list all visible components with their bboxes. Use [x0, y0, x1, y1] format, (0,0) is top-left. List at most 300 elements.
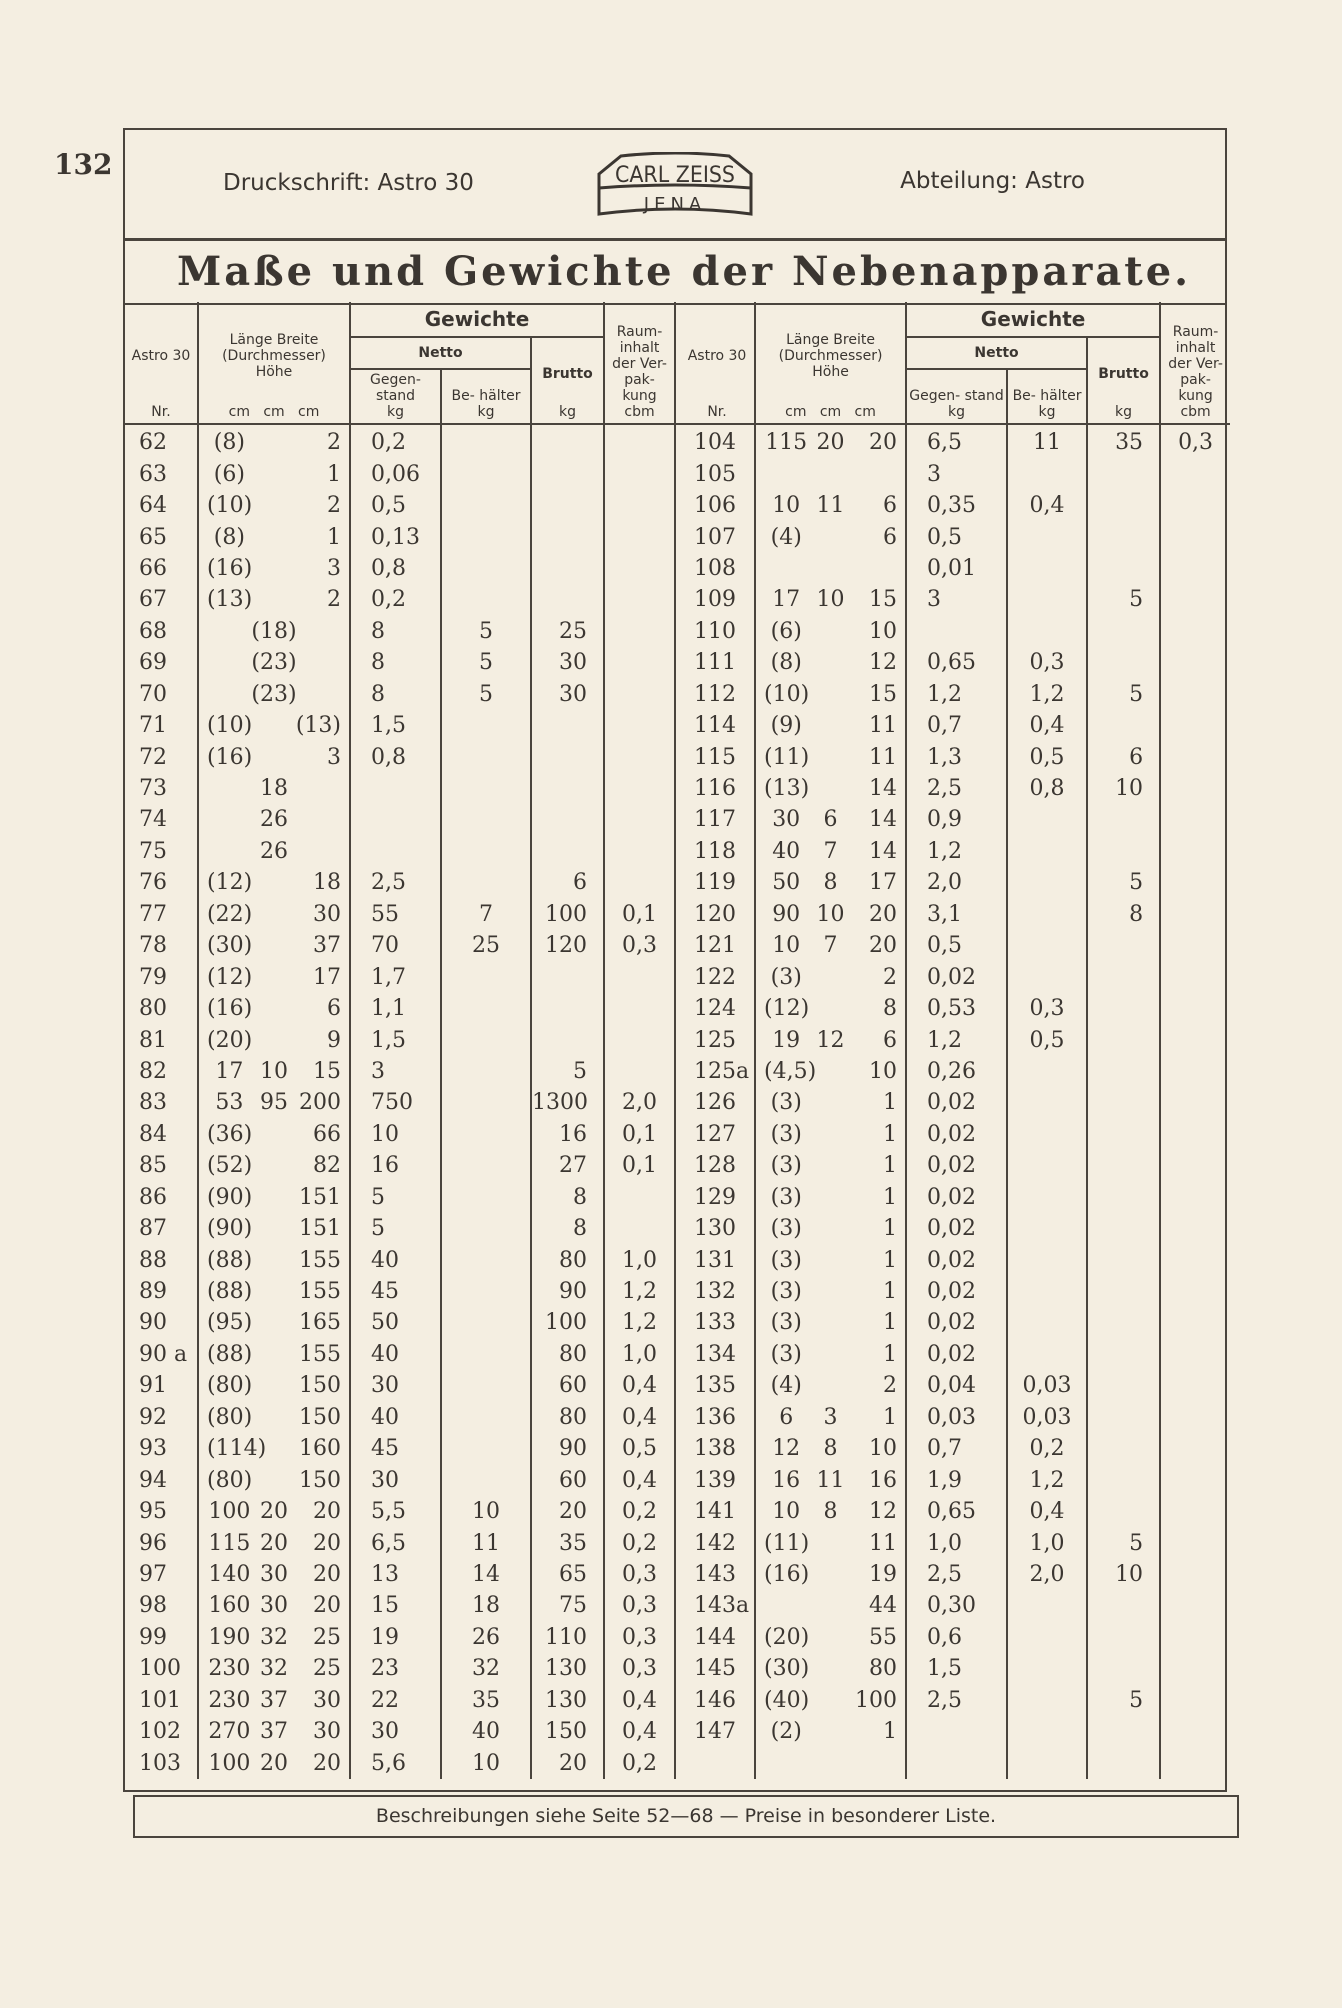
dim-value: [252, 1339, 296, 1370]
col-brutto-unit: kg: [559, 404, 577, 420]
weight-gegenstand: 10: [350, 1119, 441, 1150]
dim-value: 30: [313, 1719, 341, 1745]
item-number: 134: [694, 1341, 737, 1367]
volume-cbm: [604, 993, 675, 1024]
dim-value: 55: [869, 1624, 898, 1650]
item-number: 104: [694, 430, 737, 456]
weight-brutto: [1087, 930, 1160, 961]
dim-value: [808, 616, 852, 647]
weight-gegenstand: 2,5: [906, 773, 1007, 804]
weight-gegenstand: 55: [350, 899, 441, 930]
weight-behaelter: [441, 1276, 531, 1307]
dim-value: [808, 1150, 852, 1181]
table-row: [125, 679, 1230, 710]
dim-value: (3): [770, 1247, 802, 1273]
weight-gegenstand: 15: [350, 1590, 441, 1621]
dim-value: 12: [869, 1499, 898, 1525]
dim-value: 155: [299, 1341, 341, 1367]
weight-brutto: [531, 458, 604, 489]
weight-behaelter: [1007, 1716, 1087, 1747]
item-number: 93: [139, 1436, 167, 1462]
weight-brutto: [531, 584, 604, 615]
volume-cbm: 0,1: [604, 1119, 675, 1150]
weight-brutto: 35: [531, 1527, 604, 1558]
volume-cbm: 1,2: [604, 1307, 675, 1338]
dimensions-cell: [198, 458, 350, 489]
weight-brutto: [1087, 1213, 1160, 1244]
weight-brutto: 5: [1087, 1527, 1160, 1558]
dim-value: 32: [259, 1624, 288, 1650]
col-nr: [125, 302, 198, 424]
volume-cbm: [604, 710, 675, 741]
dim-value: 2: [883, 964, 898, 990]
weight-brutto: 1300: [531, 1087, 604, 1118]
item-number: 142: [694, 1530, 737, 1556]
volume-cbm: [1160, 899, 1230, 930]
weight-gegenstand: 40: [350, 1244, 441, 1275]
weight-gegenstand: 1,9: [906, 1464, 1007, 1495]
table-row: [125, 1244, 1230, 1275]
volume-cbm: 0,5: [604, 1433, 675, 1464]
dimensions-cell: [755, 741, 906, 772]
dim-value: (13): [764, 776, 810, 802]
dim-value: [252, 993, 296, 1024]
weight-behaelter: [1007, 1685, 1087, 1716]
weight-brutto: [531, 553, 604, 584]
dimensions-cell: [755, 584, 906, 615]
dim-value: (2): [770, 1719, 802, 1745]
dim-value: [808, 522, 852, 553]
item-number: 69: [139, 650, 167, 676]
weight-behaelter: 14: [441, 1559, 531, 1590]
volume-cbm: [1160, 1244, 1230, 1275]
weight-behaelter: [1007, 1339, 1087, 1370]
weight-gegenstand: 0,02: [906, 1339, 1007, 1370]
weight-behaelter: [1007, 961, 1087, 992]
weight-behaelter: 0,4: [1007, 490, 1087, 521]
dim-value: 11: [816, 1467, 845, 1493]
table-row: [125, 458, 1230, 489]
dimensions-cell: [198, 1119, 350, 1150]
dim-value: 160: [208, 1593, 251, 1619]
weight-behaelter: [441, 804, 531, 835]
dimensions-cell: [198, 804, 350, 835]
weight-brutto: [531, 993, 604, 1024]
dimensions-cell: [198, 930, 350, 961]
page-frame: [123, 128, 1227, 1792]
volume-cbm: 0,4: [604, 1464, 675, 1495]
weight-behaelter: [441, 424, 531, 458]
dim-value: 15: [869, 681, 898, 707]
dim-value: 230: [208, 1656, 251, 1682]
item-number: 135: [694, 1373, 737, 1399]
svg-text:JENA: JENA: [643, 194, 707, 215]
weight-behaelter: 0,03: [1007, 1370, 1087, 1401]
item-number: 88: [139, 1247, 167, 1273]
dim-value: 50: [772, 870, 801, 896]
dimensions-cell: [755, 553, 906, 584]
dim-value: (8): [770, 650, 802, 676]
weight-gegenstand: 0,2: [350, 584, 441, 615]
dim-value: 90: [772, 901, 801, 927]
dimensions-cell: [755, 930, 906, 961]
dim-value: 18: [260, 776, 288, 802]
col-raum: [1160, 302, 1230, 424]
volume-cbm: [604, 804, 675, 835]
dim-value: 151: [299, 1216, 341, 1242]
table-row: [125, 584, 1230, 615]
item-number: 125: [694, 1027, 737, 1053]
col-raum-unit: cbm: [624, 404, 655, 420]
dimensions-cell: [755, 961, 906, 992]
col-behaelter-unit: kg: [477, 404, 495, 420]
weight-behaelter: 11: [1007, 424, 1087, 458]
volume-cbm: [1160, 1590, 1230, 1621]
weight-brutto: [1087, 1056, 1160, 1087]
dimensions-cell: [198, 961, 350, 992]
weight-brutto: [1087, 647, 1160, 678]
table-row: [125, 867, 1230, 898]
dim-value: 66: [313, 1121, 341, 1147]
table-row: [125, 930, 1230, 961]
weight-gegenstand: 0,02: [906, 1150, 1007, 1181]
dim-value: [252, 1213, 296, 1244]
volume-cbm: [1160, 993, 1230, 1024]
dim-value: [252, 1025, 296, 1056]
dim-value: 20: [313, 1530, 341, 1556]
dim-value: [808, 1590, 852, 1621]
dim-value: 20: [869, 933, 898, 959]
table-row: [125, 1056, 1230, 1087]
weight-brutto: [531, 961, 604, 992]
item-number: 77: [139, 901, 167, 927]
table-row: [125, 1276, 1230, 1307]
dimensions-cell: [198, 867, 350, 898]
weight-gegenstand: [350, 773, 441, 804]
weight-gegenstand: 0,6: [906, 1622, 1007, 1653]
weight-behaelter: 2,0: [1007, 1559, 1087, 1590]
dim-value: [252, 1402, 296, 1433]
dimensions-cell: [198, 1527, 350, 1558]
weight-gegenstand: 0,02: [906, 1182, 1007, 1213]
weight-gegenstand: 1,0: [906, 1527, 1007, 1558]
weight-gegenstand: 1,2: [906, 1024, 1007, 1055]
dimensions-cell: [198, 553, 350, 584]
weight-brutto: [1087, 1622, 1160, 1653]
table-row: [125, 1213, 1230, 1244]
col-gegenstand-unit: kg: [948, 404, 966, 420]
weight-brutto: [531, 490, 604, 521]
weight-gegenstand: 1,5: [350, 1024, 441, 1055]
weight-brutto: [1087, 1402, 1160, 1433]
volume-cbm: [1160, 616, 1230, 647]
dim-value: 20: [259, 1499, 288, 1525]
dim-value: 151: [299, 1184, 341, 1210]
volume-cbm: 0,2: [604, 1527, 675, 1558]
item-number: 84: [139, 1121, 167, 1147]
item-number: 76: [139, 870, 167, 896]
weight-behaelter: [441, 836, 531, 867]
table-row: [125, 1182, 1230, 1213]
dimensions-cell: [198, 1716, 350, 1747]
dim-value: (4,5): [764, 1058, 817, 1084]
weight-behaelter: [441, 458, 531, 489]
weight-brutto: [1087, 1716, 1160, 1747]
weight-gegenstand: 0,5: [350, 490, 441, 521]
col-behaelter: [441, 369, 531, 424]
weight-behaelter: [1007, 584, 1087, 615]
col-behaelter-label: Be- hälter: [1012, 388, 1082, 404]
item-number: 64: [139, 493, 167, 519]
dimensions-cell: [198, 993, 350, 1024]
dim-value: 115: [765, 430, 808, 456]
weight-behaelter: 0,2: [1007, 1433, 1087, 1464]
dim-value: 100: [208, 1499, 251, 1525]
col-dims-unit: cm cm cm: [785, 404, 876, 420]
dimensions-cell: [198, 1213, 350, 1244]
volume-cbm: [1160, 1464, 1230, 1495]
col-netto: Netto: [350, 337, 531, 369]
dim-value: 20: [259, 1750, 288, 1776]
volume-cbm: [1160, 930, 1230, 961]
dim-value: 14: [869, 776, 898, 802]
weight-gegenstand: 3,1: [906, 899, 1007, 930]
dim-value: 230: [208, 1687, 251, 1713]
table-row: [125, 424, 1230, 458]
weight-behaelter: [441, 490, 531, 521]
weight-behaelter: 10: [441, 1747, 531, 1778]
col-nr-unit: Nr.: [151, 404, 171, 420]
item-number: 65: [139, 524, 167, 550]
volume-cbm: [1160, 1622, 1230, 1653]
item-number: 62: [139, 430, 167, 456]
weight-behaelter: [1007, 1150, 1087, 1181]
dim-value: 115: [208, 1530, 251, 1556]
volume-cbm: 0,4: [604, 1402, 675, 1433]
table-row: [125, 1150, 1230, 1181]
dim-value: (10): [207, 493, 253, 519]
col-brutto: [1087, 337, 1160, 424]
volume-cbm: [604, 867, 675, 898]
weight-brutto: 16: [531, 1119, 604, 1150]
item-number: 110: [694, 618, 737, 644]
weight-gegenstand: 0,8: [350, 741, 441, 772]
item-number: 139: [694, 1467, 737, 1493]
dim-value: 17: [215, 1058, 244, 1084]
weight-brutto: [1087, 1024, 1160, 1055]
weight-brutto: 75: [531, 1590, 604, 1621]
volume-cbm: [1160, 1559, 1230, 1590]
col-dims-unit: cm cm cm: [228, 404, 320, 420]
item-number: 94: [139, 1467, 167, 1493]
volume-cbm: 0,3: [604, 1622, 675, 1653]
weight-behaelter: 10: [441, 1496, 531, 1527]
item-number: 97: [139, 1561, 167, 1587]
dim-value: [809, 1653, 853, 1684]
weight-behaelter: [1007, 553, 1087, 584]
item-number: 72: [139, 744, 167, 770]
dim-value: 10: [869, 618, 898, 644]
table-row: [125, 1370, 1230, 1401]
weight-brutto: 130: [531, 1653, 604, 1684]
dimensions-cell: [198, 741, 350, 772]
dim-value: 8: [883, 996, 898, 1022]
dim-value: 19: [869, 1561, 898, 1587]
weight-gegenstand: 2,0: [906, 867, 1007, 898]
weight-gegenstand: 30: [350, 1370, 441, 1401]
dim-value: [809, 1528, 853, 1559]
weight-gegenstand: 6,5: [906, 424, 1007, 458]
weight-brutto: [1087, 1307, 1160, 1338]
weight-brutto: [1087, 1433, 1160, 1464]
dimensions-cell: [755, 1307, 906, 1338]
dim-value: (3): [770, 1121, 802, 1147]
weight-brutto: [1087, 1276, 1160, 1307]
dimensions-cell: [755, 1339, 906, 1370]
col-gegenstand-unit: kg: [387, 404, 404, 420]
dimensions-cell: [755, 521, 906, 552]
weight-gegenstand: 1,2: [906, 679, 1007, 710]
header: [125, 130, 1225, 241]
dimensions-cell: [755, 1244, 906, 1275]
dim-value: 14: [869, 838, 898, 864]
volume-cbm: 0,2: [604, 1747, 675, 1778]
weight-brutto: 10: [1087, 1559, 1160, 1590]
dim-value: 2: [327, 587, 341, 613]
dimensions-cell: [755, 424, 906, 458]
dim-value: [808, 1119, 852, 1150]
weight-brutto: 35: [1087, 424, 1160, 458]
dim-value: 140: [208, 1561, 251, 1587]
dim-value: 10: [869, 1058, 898, 1084]
dim-value: 6: [327, 996, 341, 1022]
dimensions-cell: [198, 1182, 350, 1213]
item-number: 115: [694, 744, 737, 770]
weight-behaelter: [441, 1307, 531, 1338]
item-number: 63: [139, 461, 167, 487]
dimensions-cell: [755, 1024, 906, 1055]
item-number: 146: [694, 1687, 737, 1713]
weight-behaelter: [1007, 1276, 1087, 1307]
weight-brutto: [1087, 521, 1160, 552]
item-number: 79: [139, 964, 167, 990]
weight-gegenstand: [350, 804, 441, 835]
volume-cbm: [1160, 1307, 1230, 1338]
dim-value: 17: [869, 870, 898, 896]
volume-cbm: [604, 773, 675, 804]
dimensions-cell: [755, 1213, 906, 1244]
weight-gegenstand: 70: [350, 930, 441, 961]
volume-cbm: [1160, 490, 1230, 521]
dim-value: 10: [772, 933, 801, 959]
dimensions-cell: [198, 647, 350, 678]
volume-cbm: 0,3: [604, 1559, 675, 1590]
dim-value: 8: [823, 870, 838, 896]
dim-value: 20: [259, 1530, 288, 1556]
dim-value: 44: [869, 1593, 898, 1619]
dimensions-cell: [755, 836, 906, 867]
volume-cbm: [604, 553, 675, 584]
weight-gegenstand: 1,5: [350, 710, 441, 741]
weight-behaelter: [1007, 458, 1087, 489]
weight-gegenstand: 13: [350, 1559, 441, 1590]
dim-value: (12): [764, 996, 810, 1022]
volume-cbm: [1160, 1402, 1230, 1433]
weight-gegenstand: 30: [350, 1716, 441, 1747]
dimensions-cell: [755, 1527, 906, 1558]
item-number: 112: [694, 681, 737, 707]
weight-brutto: [1087, 1119, 1160, 1150]
volume-cbm: [1160, 1056, 1230, 1087]
weight-behaelter: [441, 741, 531, 772]
dim-value: 30: [259, 1593, 288, 1619]
item-number: 143: [694, 1561, 737, 1587]
item-number: 67: [139, 587, 167, 613]
weight-gegenstand: 0,02: [906, 1276, 1007, 1307]
weight-behaelter: [441, 710, 531, 741]
dim-value: 37: [313, 933, 341, 959]
table-row: [125, 647, 1230, 678]
weight-brutto: [1087, 1087, 1160, 1118]
weight-brutto: [1087, 1370, 1160, 1401]
dim-value: 26: [260, 838, 288, 864]
weight-gegenstand: 0,35: [906, 490, 1007, 521]
dim-value: [252, 867, 296, 898]
dim-value: 25: [313, 1656, 341, 1682]
weight-gegenstand: 0,5: [906, 930, 1007, 961]
dim-value: [252, 1245, 296, 1276]
dim-value: 20: [313, 1499, 341, 1525]
item-number: 85: [139, 1153, 167, 1179]
weight-behaelter: [441, 1087, 531, 1118]
dim-value: 20: [313, 1750, 341, 1776]
dim-value: (8): [213, 430, 245, 456]
dim-value: (11): [764, 1530, 810, 1556]
table-row: [125, 616, 1230, 647]
dimensions-cell: [755, 1402, 906, 1433]
dim-value: (13): [295, 713, 341, 739]
weight-gegenstand: 50: [350, 1307, 441, 1338]
dim-value: 1: [883, 1153, 898, 1179]
weight-brutto: 8: [531, 1213, 604, 1244]
dimensions-cell: [755, 616, 906, 647]
page-title: Maße und Gewichte der Nebenapparate.: [125, 241, 1225, 305]
dim-value: 7: [823, 933, 838, 959]
volume-cbm: 1,0: [604, 1244, 675, 1275]
col-behaelter-label: Be- hälter: [451, 388, 521, 404]
weight-brutto: 80: [531, 1244, 604, 1275]
weight-brutto: [1087, 1339, 1160, 1370]
dim-value: 30: [259, 1561, 288, 1587]
volume-cbm: [604, 836, 675, 867]
weight-behaelter: [1007, 1182, 1087, 1213]
dim-value: 2: [883, 1373, 898, 1399]
weight-behaelter: 0,4: [1007, 1496, 1087, 1527]
page-number: 132: [54, 148, 113, 181]
dim-value: (3): [770, 1216, 802, 1242]
item-number: 98: [139, 1593, 167, 1619]
table-row: [125, 1527, 1230, 1558]
weight-gegenstand: 0,06: [350, 458, 441, 489]
weight-brutto: [531, 710, 604, 741]
volume-cbm: [604, 616, 675, 647]
table-row: [125, 1433, 1230, 1464]
dimensions-cell: [198, 490, 350, 521]
weight-brutto: 110: [531, 1622, 604, 1653]
dimensions-cell: [755, 1182, 906, 1213]
dimensions-cell: [755, 1622, 906, 1653]
dim-value: [808, 1339, 852, 1370]
